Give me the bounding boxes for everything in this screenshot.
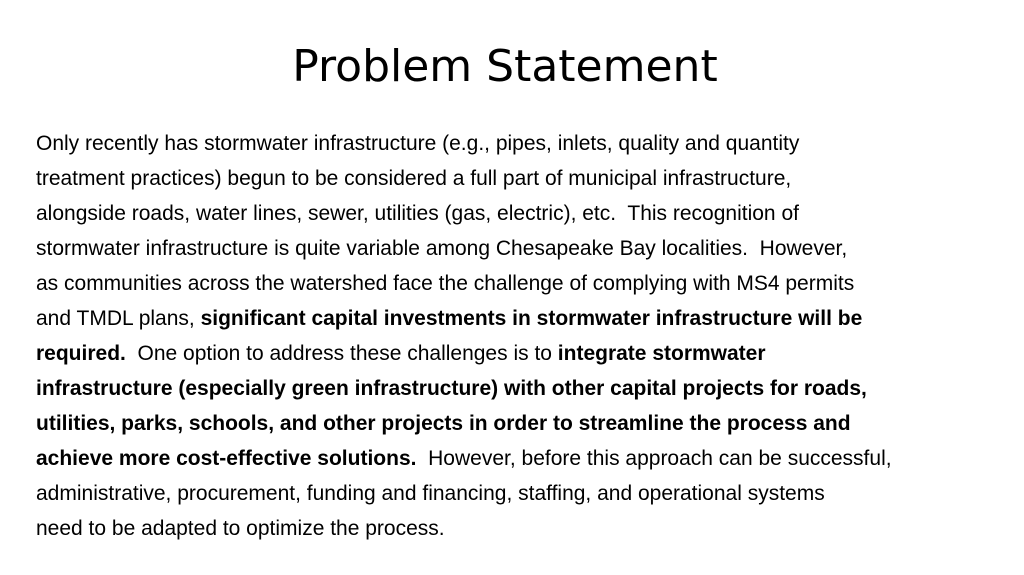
bold-text-run: infrastructure (especially green infrastructure) with other capital projects for roads, <box>36 377 867 400</box>
bold-text-run: significant capital investments in stormwater infrastructure will be <box>200 307 863 330</box>
bold-text-run: required. <box>36 342 126 365</box>
text-line <box>36 441 996 476</box>
text-run: However, before this approach can be successful, <box>416 447 892 470</box>
slide-title: Problem Statement <box>292 41 718 92</box>
text-line <box>36 161 996 196</box>
text-run: Only recently has stormwater infrastructure (e.g., pipes, inlets, quality and quantity <box>36 132 800 155</box>
text-line <box>36 196 996 231</box>
text-line <box>36 231 996 266</box>
text-run: stormwater infrastructure is quite variable among Chesapeake Bay localities. However, <box>36 237 848 260</box>
text-line <box>36 511 996 546</box>
text-line <box>36 371 996 406</box>
bold-text-run: utilities, parks, schools, and other projects in order to streamline the process and <box>36 412 851 435</box>
text-run: treatment practices) begun to be considered a full part of municipal infrastructure, <box>36 167 792 190</box>
bold-text-run: integrate stormwater <box>557 342 766 365</box>
text-line <box>36 476 996 511</box>
text-run: alongside roads, water lines, sewer, utilities (gas, electric), etc. This recognition of <box>36 202 799 225</box>
text-run: as communities across the watershed face the challenge of complying with MS4 permits <box>36 272 855 295</box>
text-run: administrative, procurement, funding and financing, staffing, and operational systems <box>36 482 825 505</box>
text-run: One option to address these challenges is to <box>125 342 558 365</box>
text-line <box>36 406 996 441</box>
text-run: need to be adapted to optimize the process. <box>36 517 445 540</box>
text-line <box>36 126 996 161</box>
text-run: and TMDL plans, <box>36 307 201 330</box>
bold-text-run: achieve more cost-effective solutions. <box>36 447 417 470</box>
problem-statement-text <box>36 126 996 546</box>
text-line <box>36 336 996 371</box>
text-line <box>36 266 996 301</box>
text-line <box>36 301 996 336</box>
